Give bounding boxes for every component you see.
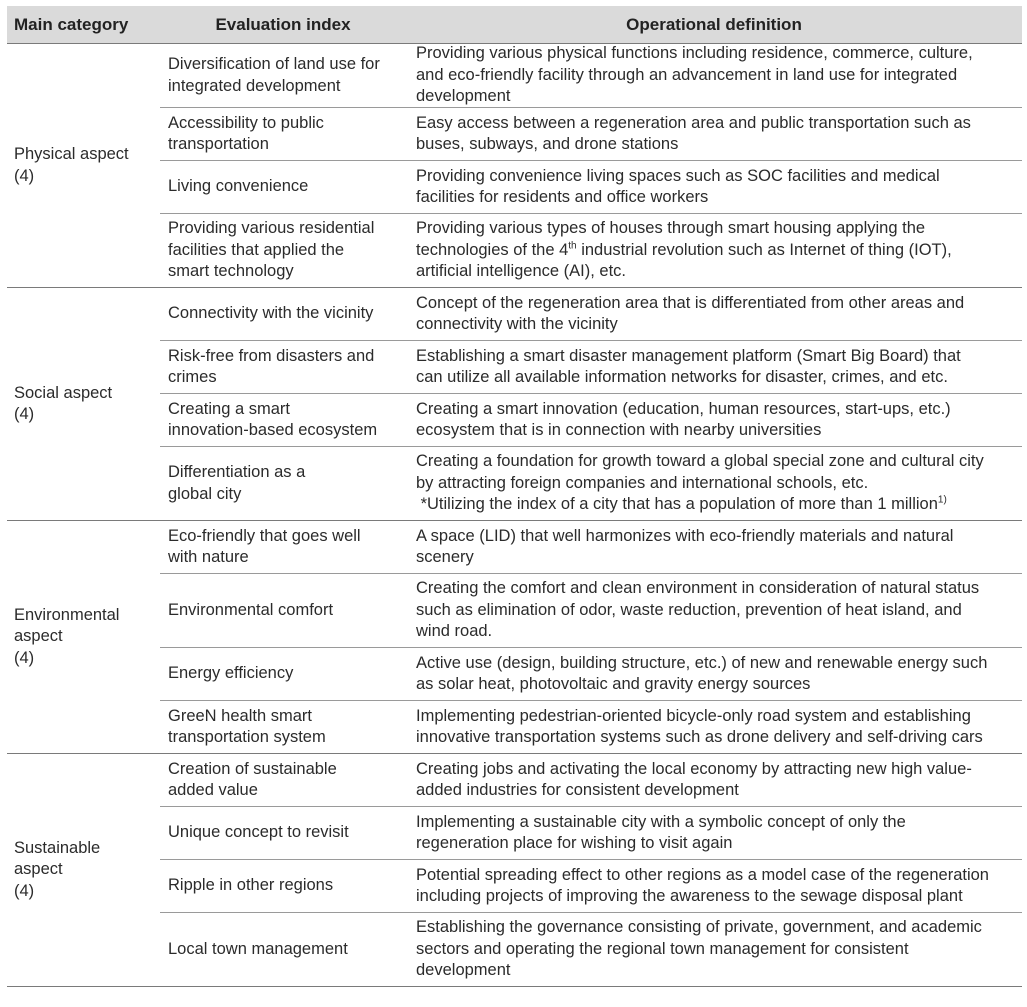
definition-text: Providing various types of houses through smart housing applying the [416, 219, 926, 238]
footnote-marker: 1) [937, 494, 947, 506]
evaluation-index-cell [160, 161, 406, 213]
index-text: Local town management [168, 939, 348, 958]
category-label: Social aspect [14, 383, 113, 402]
evaluation-index-cell [160, 214, 406, 287]
definition-text: Active use (design, building structure, etc.) of new and renewable energy such [416, 653, 988, 672]
evaluation-index-cell [160, 913, 406, 986]
header-operational-definition: Operational definition [626, 14, 802, 34]
superscript: th [568, 240, 577, 252]
definition-text: can utilize all available information networks for disaster, crimes, and etc. [416, 368, 948, 386]
evaluation-index-cell [160, 44, 406, 107]
table-row [160, 108, 1022, 161]
definition-cell [406, 860, 1022, 912]
definition-text: Creating a foundation for growth toward a global special zone and cultural city [416, 452, 984, 471]
definition-text: Creating jobs and activating the local economy by attracting new high value- [416, 759, 972, 778]
index-text: Eco-friendly that goes well [168, 526, 361, 545]
definition-cell [406, 108, 1022, 160]
definition-text: Implementing a sustainable city with a symbolic concept of only the [416, 812, 906, 831]
index-text: integrated development [168, 76, 341, 95]
category-group-sustainable [7, 754, 1022, 987]
index-text: Creation of sustainable [168, 759, 337, 778]
definition-text: technologies of the 4th industrial revolution such as Internet of thing (IOT), [416, 240, 952, 259]
definition-cell [406, 574, 1022, 647]
category-label: Physical aspect [14, 145, 129, 163]
evaluation-index-cell [160, 574, 406, 647]
table-row [160, 44, 1022, 108]
index-text: transportation [168, 135, 269, 153]
definition-text: and eco-friendly facility through an advancement in land use for integrated [416, 65, 958, 84]
definition-text: regeneration place for wishing to visit again [416, 834, 733, 852]
table-row [160, 521, 1022, 574]
definition-text: Potential spreading effect to other regions as a model case of the regeneration [416, 865, 989, 884]
evaluation-index-cell [160, 754, 406, 806]
header-main-category: Main category [14, 14, 129, 34]
table-row [160, 701, 1022, 753]
category-label: Sustainable [14, 838, 101, 857]
evaluation-index-cell [160, 860, 406, 912]
definition-text: sectors and operating the regional town management for consistent [416, 939, 909, 958]
evaluation-index-cell [160, 701, 406, 753]
index-text: facilities that applied the [168, 240, 345, 259]
definition-text: Providing various physical functions including residence, commerce, culture, [416, 44, 973, 63]
definition-text: development [416, 961, 511, 980]
index-text: Ripple in other regions [168, 876, 334, 895]
definition-cell [406, 648, 1022, 700]
index-text: Accessibility to public [168, 113, 324, 132]
index-text: with nature [168, 548, 249, 566]
definition-cell [406, 161, 1022, 213]
index-text: Creating a smart [168, 399, 290, 418]
definition-text: development [416, 87, 511, 106]
evaluation-index-cell [160, 108, 406, 160]
definition-text: Establishing the governance consisting of private, government, and academic [416, 918, 982, 937]
definition-cell [406, 913, 1022, 986]
category-cell [7, 288, 160, 520]
definition-cell [406, 754, 1022, 806]
index-text: Living convenience [168, 177, 309, 196]
definition-text: by attracting foreign companies and international schools, etc. [416, 473, 869, 492]
table-row [160, 754, 1022, 807]
category-cell [7, 521, 160, 753]
index-text: Risk-free from disasters and [168, 346, 375, 365]
index-text: Environmental comfort [168, 600, 334, 619]
definition-text: facilities for residents and office workers [416, 188, 709, 206]
category-label: Environmental [14, 605, 120, 624]
definition-cell [406, 701, 1022, 753]
definition-text: including projects of improving the awareness to the sewage disposal plant [416, 887, 963, 905]
definition-cell [406, 341, 1022, 393]
index-text: smart technology [168, 262, 294, 281]
table-row [160, 574, 1022, 648]
index-text: crimes [168, 368, 217, 386]
index-text: added value [168, 781, 258, 799]
index-text: Providing various residential [168, 219, 375, 238]
category-group-social [7, 288, 1022, 521]
definition-text: as solar heat, photovoltaic and gravity energy sources [416, 675, 811, 693]
index-text: Diversification of land use for [168, 55, 380, 73]
table-row [160, 648, 1022, 701]
definition-text: Providing convenience living spaces such as SOC facilities and medical [416, 166, 940, 185]
definition-cell [406, 288, 1022, 340]
definition-cell [406, 447, 1022, 520]
category-group-physical [7, 44, 1022, 288]
definition-text: Easy access between a regeneration area and public transportation such as [416, 113, 971, 132]
index-text: global city [168, 484, 242, 503]
definition-note: *Utilizing the index of a city that has a population of more than 1 million$^{1)}$ [416, 494, 947, 514]
table-row [160, 860, 1022, 913]
definition-text: wind road. [416, 622, 493, 641]
category-label: aspect [14, 627, 63, 646]
definition-cell [406, 807, 1022, 859]
evaluation-index-cell [160, 341, 406, 393]
definition-text: connectivity with the vicinity [416, 315, 618, 333]
header-evaluation-index: Evaluation index [215, 14, 351, 34]
definition-text: ecosystem that is in connection with nearby universities [416, 421, 822, 439]
category-label: aspect [14, 860, 63, 879]
table-row [160, 214, 1022, 287]
evaluation-index-cell [160, 521, 406, 573]
evaluation-index-cell [160, 447, 406, 520]
category-count: (4) [14, 166, 35, 185]
definition-cell [406, 214, 1022, 287]
index-text: Energy efficiency [168, 664, 294, 683]
definition-text: buses, subways, and drone stations [416, 135, 679, 153]
table-row [160, 288, 1022, 341]
definition-text: such as elimination of odor, waste reduction, prevention of heat island, and [416, 600, 962, 619]
category-cell [7, 44, 160, 287]
table-row [160, 807, 1022, 860]
definition-text: Concept of the regeneration area that is differentiated from other areas and [416, 293, 965, 312]
definition-cell [406, 521, 1022, 573]
table-row [160, 447, 1022, 520]
category-count: (4) [14, 648, 35, 667]
definition-text: scenery [416, 548, 474, 566]
definition-text: Establishing a smart disaster management platform (Smart Big Board) that [416, 346, 961, 365]
evaluation-index-cell [160, 807, 406, 859]
definition-text: A space (LID) that well harmonizes with eco-friendly materials and natural [416, 526, 954, 545]
evaluation-index-cell [160, 648, 406, 700]
index-text: GreeN health smart [168, 706, 312, 725]
table-header [7, 6, 1022, 44]
definition-cell [406, 394, 1022, 446]
index-text: innovation-based ecosystem [168, 421, 378, 439]
definition-cell [406, 44, 1022, 107]
category-count: (4) [14, 405, 35, 423]
definition-text: Implementing pedestrian-oriented bicycle-only road system and establishing [416, 706, 971, 725]
category-count: (4) [14, 881, 35, 900]
index-text: transportation system [168, 728, 326, 746]
definition-text: Creating the comfort and clean environment in consideration of natural status [416, 579, 980, 598]
definition-text: artificial intelligence (AI), etc. [416, 262, 626, 281]
definition-text: Creating a smart innovation (education, human resources, start-ups, etc.) [416, 399, 951, 418]
definition-text: innovative transportation systems such as drone delivery and self-driving cars [416, 728, 983, 746]
definition-text: added industries for consistent development [416, 781, 739, 799]
table-row [160, 913, 1022, 986]
index-text: Connectivity with the vicinity [168, 304, 374, 323]
evaluation-table [7, 6, 1022, 987]
index-text: Differentiation as a [168, 463, 306, 481]
category-group-environmental [7, 521, 1022, 754]
table-row [160, 341, 1022, 394]
evaluation-index-cell [160, 394, 406, 446]
table-row [160, 394, 1022, 447]
table-row [160, 161, 1022, 214]
evaluation-index-cell [160, 288, 406, 340]
index-text: Unique concept to revisit [168, 823, 349, 842]
category-cell [7, 754, 160, 986]
